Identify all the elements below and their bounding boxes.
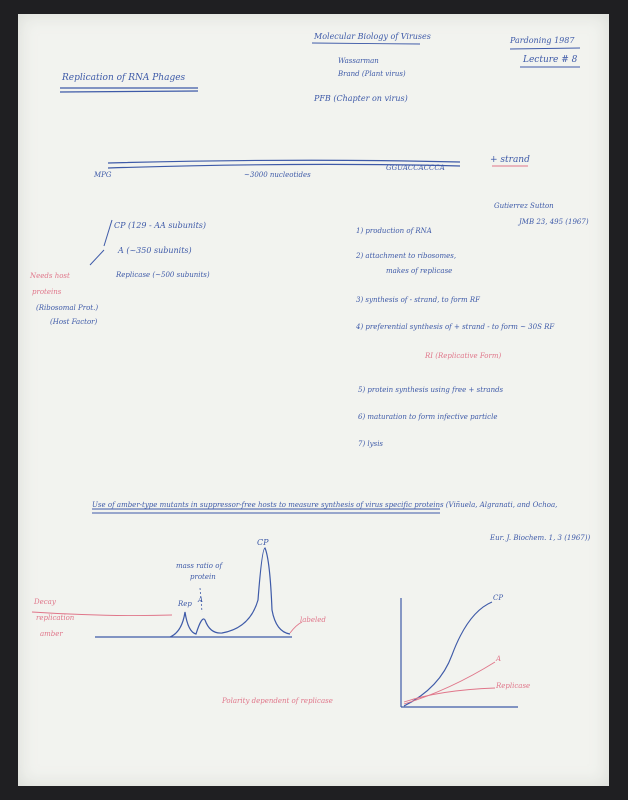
usage-line-1: Use of amber-type mutants in suppressor-free hosts to measure synthesis of virus specific proteins (Viñuela, Algranati, and Ochoa, (92, 501, 558, 509)
course-underline (312, 43, 420, 44)
margin-note-1: Needs host (30, 272, 70, 280)
title-underline-2 (60, 91, 198, 92)
page-title: Replication of RNA Phages (62, 73, 186, 83)
gel-left-note-2: replication (36, 614, 75, 622)
gel-right-note: labeled (300, 616, 326, 624)
graph-cp-curve (404, 602, 492, 706)
protein-bracket (104, 220, 112, 246)
step-2-continued: makes of replicase (386, 267, 453, 275)
instructor-1: Wassarman (338, 57, 379, 65)
margin-note-2: proteins (32, 288, 62, 296)
genome-length: ~3000 nucleotides (244, 171, 311, 179)
usage-line-2: Eur. J. Biochem. 1, 3 (1967)) (490, 534, 591, 542)
protein-cp: CP (129 - AA subunits) (114, 221, 207, 230)
gel-left-note-1: Decay (34, 598, 56, 606)
step-3: 3) synthesis of - strand, to form RF (356, 296, 480, 304)
citation-line-1: Gutierrez Sutton (494, 202, 554, 210)
course-title: Molecular Biology of Viruses (314, 32, 431, 41)
protein-replicase: Replicase (~500 subunits) (116, 271, 210, 279)
gel-a-label: A (198, 596, 204, 604)
graph-cp-label: CP (493, 594, 504, 602)
step-7: 7) lysis (358, 440, 384, 448)
reference: Pardoning 1987 (510, 36, 575, 45)
gel-bottom-note: Polarity dependent of replicase (222, 697, 333, 705)
gel-left-note-3: amber (40, 630, 63, 638)
graph-a-label: A (496, 655, 502, 663)
graph-replicase-label: Replicase (496, 682, 531, 690)
strand-label: + strand (490, 155, 530, 165)
step-5: 5) protein synthesis using free + strands (358, 386, 504, 394)
step-6: 6) maturation to form infective particle (358, 413, 498, 421)
instructor-3: PFB (Chapter on virus) (314, 94, 408, 103)
rf-note: RI (Replicative Form) (425, 352, 502, 360)
genome-line (108, 160, 460, 163)
lecture-number: Lecture # 8 (523, 55, 578, 65)
gel-rep-label: Rep (178, 600, 192, 608)
step-1: 1) production of RNA (356, 227, 432, 235)
reference-underline (510, 48, 580, 49)
protein-a: A (~350 subunits) (118, 246, 192, 255)
genome-left: MPG (94, 171, 112, 179)
gel-mid-note-2: protein (190, 573, 216, 581)
protein-bracket-2 (90, 250, 104, 265)
instructor-2: Brand (Plant virus) (338, 70, 406, 78)
step-4: 4) preferential synthesis of + strand - to form ~ 30S RF (356, 323, 555, 331)
gel-mid-note-1: mass ratio of (176, 562, 223, 570)
step-2: 2) attachment to ribosomes, (356, 252, 457, 260)
margin-note-4: (Host Factor) (50, 318, 98, 326)
genome-3-end: GGUACCACCCA (386, 164, 445, 172)
margin-note-3: (Ribosomal Prot.) (36, 304, 99, 312)
gel-cp-label: CP (257, 538, 269, 547)
citation-line-2: JMB 23, 495 (1967) (519, 218, 589, 226)
